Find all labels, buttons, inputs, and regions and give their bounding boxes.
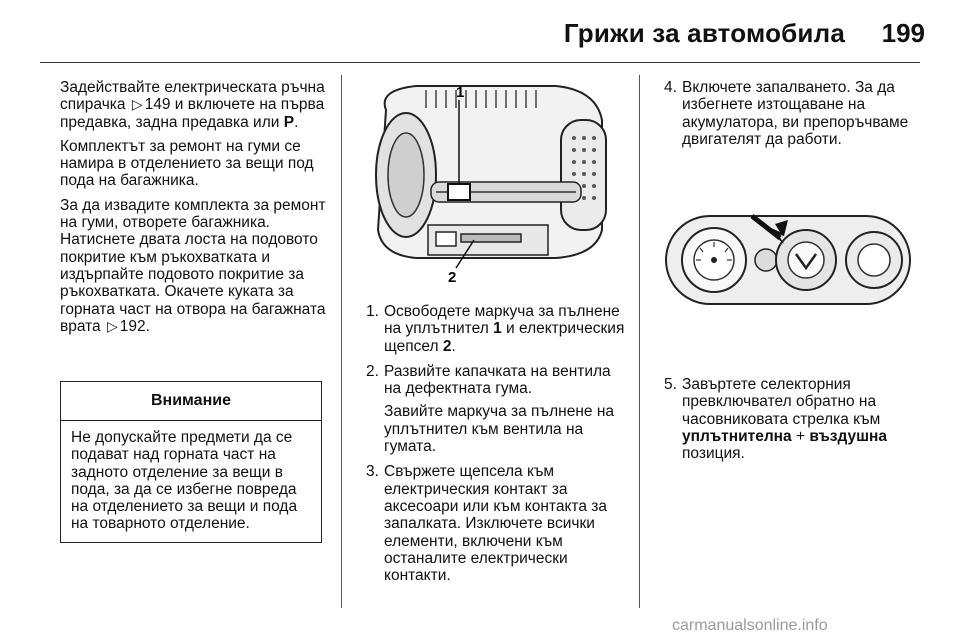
column-divider-left — [341, 75, 342, 608]
step-text: Завийте маркуча за пълнене на уплътнител към вентила на гумата. — [384, 403, 614, 456]
paragraph-parking-brake — [60, 79, 328, 131]
sealant-label: уплътнителна — [682, 427, 792, 445]
step-text: Освободете маркуча за пълнене на уплътнител — [384, 303, 620, 338]
callout-2: 2 — [448, 269, 457, 285]
step-1 — [366, 303, 628, 355]
step-number: 3. — [366, 463, 379, 481]
column-right-lower — [664, 376, 926, 470]
step-number: 2. — [366, 362, 379, 380]
step-text: позиция. — [682, 445, 745, 463]
watermark: carmanualsonline.info — [672, 617, 828, 634]
callout-1: 1 — [456, 84, 465, 101]
page-number: 199 — [881, 18, 925, 48]
warning-title: Внимание — [61, 382, 321, 421]
paragraph-text: и включете на първа предавка, задна предавка или — [60, 96, 325, 131]
step-3 — [366, 463, 628, 584]
step-5 — [664, 376, 926, 462]
step-number: 4. — [664, 79, 677, 96]
gear-p-label: P — [283, 113, 295, 131]
warning-body: Не допускайте предмети да се подават над горната част на задното отделение за вещи в пода, за да се избегне повреда на отделението за вещи и пода на товарното отделение. — [71, 429, 298, 533]
compressor-illustration — [356, 80, 624, 285]
page-ref-number[interactable]: 149 — [144, 96, 171, 114]
column-left — [60, 79, 328, 342]
column-right — [664, 79, 926, 156]
paragraph-text: . — [145, 317, 150, 335]
step-2 — [366, 363, 628, 455]
column-divider-right — [639, 75, 640, 608]
step-text: Включете запалването. За да избегнете изтощаване на акумулатора, ви препоръчваме двигателят да работи. — [682, 79, 909, 148]
step-text: Свържете щепсела към електрическия контакт за аксесоари или към контакта за запалката. Изключете всички елементи, включени към останалите електрически контакти. — [384, 463, 608, 585]
header-divider — [40, 62, 920, 63]
step-number: 1. — [366, 303, 379, 320]
step-text: Завъртете селекторния превключвател обратно на часовниковата стрелка към — [682, 376, 881, 428]
step-number: 5. — [664, 376, 677, 393]
steps-list-4 — [664, 79, 926, 148]
callout-ref-1: 1 — [493, 320, 502, 338]
paragraph-kit-removal — [60, 197, 328, 335]
paragraph-text: . — [294, 113, 299, 131]
page-ref-number[interactable]: 192 — [119, 317, 146, 335]
steps-list-5 — [664, 376, 926, 462]
paragraph-text: Задействайте електрическата ръчна спирачка — [60, 79, 325, 114]
page-ref-icon: ▷ — [107, 317, 118, 334]
callout-ref-2: 2 — [442, 337, 452, 355]
paragraph-text: За да извадите комплекта за ремонт на гуми, отворете багажника. Натиснете двата лоста на подовото покритие към ръкохватката и издърпайте подовото покритие за ръкохватката. Окачете куката за горната част на отвора на багажната врата — [60, 196, 326, 335]
step-text: Развийте капачката на вентила на дефектната гума. — [384, 362, 611, 398]
page-ref-icon: ▷ — [131, 96, 143, 113]
air-label: въздушна — [809, 427, 888, 445]
column-middle — [366, 303, 628, 592]
paragraph-kit-location: Комплектът за ремонт на гуми се намира в отделението за вещи под пода на багажника. — [60, 137, 314, 190]
header-title: Грижи за автомобила — [563, 18, 845, 48]
steps-list-1-3 — [366, 303, 628, 584]
step-4 — [664, 79, 926, 148]
step-text: и електрическия щепсел — [384, 320, 625, 355]
step-text: . — [451, 337, 456, 355]
warning-box — [60, 381, 322, 543]
selector-switch-illustration — [656, 168, 920, 358]
plus-sign: + — [791, 427, 810, 445]
